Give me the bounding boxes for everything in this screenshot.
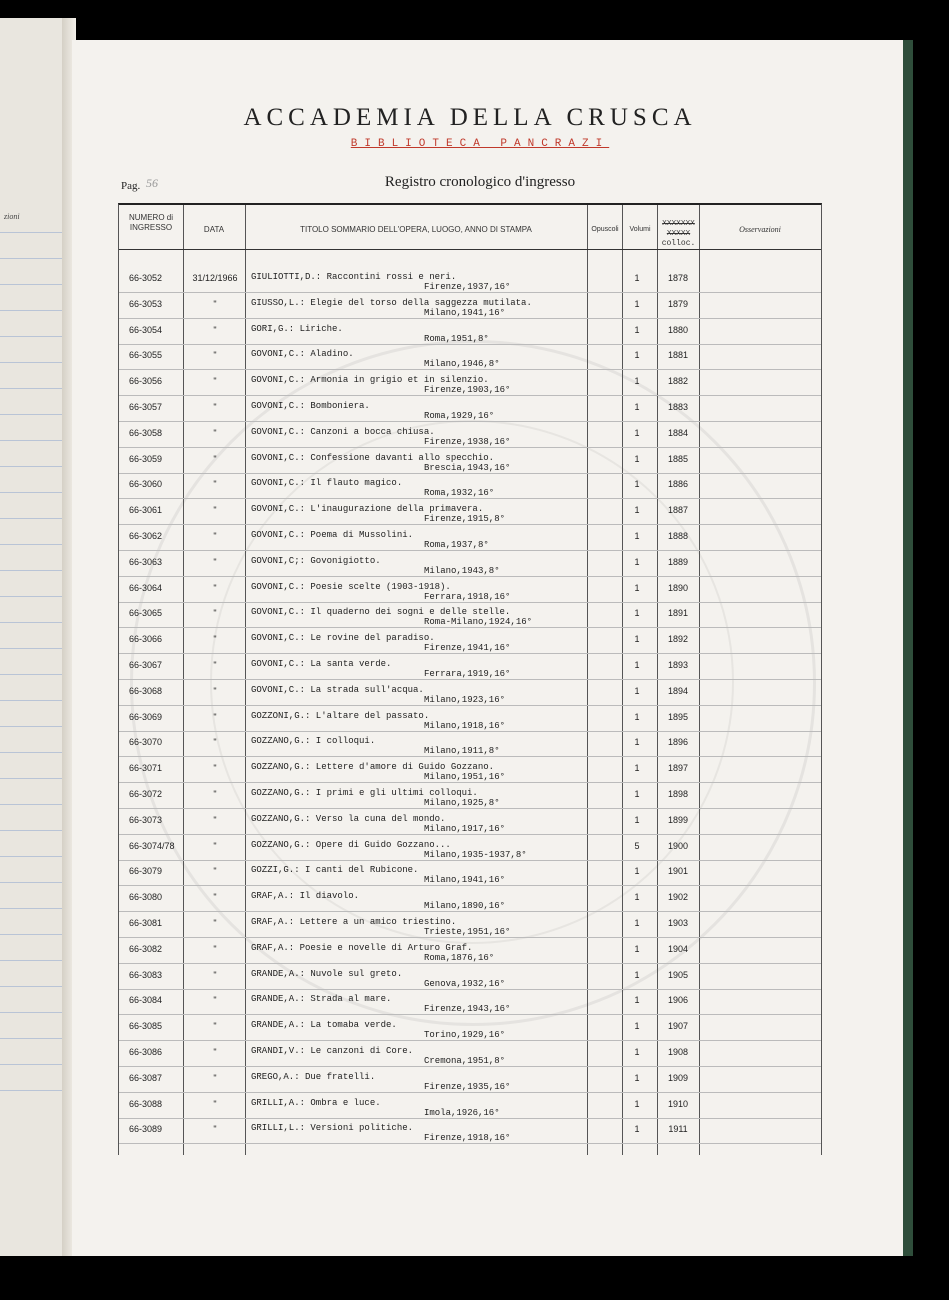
- entry-number: 66-3074/78: [129, 840, 175, 851]
- entry-colloc: 1895: [667, 711, 689, 722]
- entry-place-year: Roma-Milano,1924,16°: [424, 617, 533, 628]
- entry-place-year: Firenze,1941,16°: [424, 643, 511, 654]
- entry-date: ": [213, 1072, 217, 1083]
- entry-date: ": [213, 427, 217, 438]
- library-subtitle: BIBLIOTECA PANCRAZI: [350, 138, 610, 150]
- table-row: [119, 860, 821, 886]
- entry-date: ": [213, 814, 217, 825]
- table-row: [119, 628, 821, 654]
- entry-title: GOVONI,C.: Bomboniera.: [251, 401, 370, 411]
- entry-number: 66-3070: [129, 737, 163, 748]
- entry-volumes: 1: [634, 298, 640, 309]
- page-title: ACCADEMIA DELLA CRUSCA: [243, 104, 697, 131]
- entry-title: GOZZANO,G.: Verso la cuna del mondo.: [251, 813, 446, 824]
- entry-place-year: Imola,1926,16°: [424, 1107, 500, 1118]
- entry-title: GRAF,A.: Poesie e novelle di Arturo Graf.: [251, 942, 473, 953]
- entry-place-year: Ferrara,1919,16°: [424, 669, 511, 679]
- entry-colloc: 1899: [667, 814, 689, 825]
- entry-place-year: Roma,1876,16°: [424, 952, 495, 963]
- table-row: [119, 1093, 821, 1119]
- entry-number: 66-3067: [129, 660, 163, 670]
- entry-title: GREGO,A.: Due fratelli.: [251, 1071, 376, 1082]
- entry-place-year: Milano,1918,16°: [424, 720, 506, 731]
- entry-colloc: 1896: [667, 737, 689, 748]
- entry-place-year: Roma,1929,16°: [424, 411, 495, 421]
- entry-title: GOVONI,C.: Le rovine del paradiso.: [251, 633, 435, 644]
- col-header-numero: NUMERO di INGRESSO: [128, 213, 173, 232]
- entry-date: ": [213, 943, 217, 954]
- entry-place-year: Milano,1890,16°: [424, 901, 506, 912]
- entry-colloc: 1900: [667, 840, 689, 851]
- entry-number: 66-3087: [129, 1072, 163, 1083]
- entry-place-year: Milano,1917,16°: [424, 823, 506, 834]
- entry-volumes: 1: [634, 789, 640, 799]
- entry-date: ": [213, 453, 217, 464]
- entry-date: ": [213, 1021, 217, 1032]
- col-header-volumi: Volumi: [629, 226, 651, 233]
- table-row: [119, 680, 821, 706]
- entry-place-year: Brescia,1943,16°: [424, 462, 511, 473]
- entry-colloc: 1897: [667, 763, 689, 774]
- entry-volumes: 5: [634, 840, 640, 851]
- entry-volumes: 1: [634, 427, 640, 438]
- entry-number: 66-3080: [129, 892, 163, 903]
- table-row: [119, 731, 821, 757]
- entry-volumes: 1: [634, 1072, 640, 1083]
- entry-place-year: Roma,1951,8°: [424, 333, 489, 344]
- table-row: [119, 783, 821, 809]
- table-row: [119, 370, 821, 396]
- table-row: [119, 396, 821, 422]
- entry-place-year: Milano,1925,8°: [424, 798, 500, 808]
- table-row: [119, 267, 821, 293]
- entry-title: GRAF,A.: Lettere a un amico triestino.: [251, 917, 457, 927]
- entry-colloc: 1878: [667, 273, 689, 283]
- entry-place-year: Milano,1951,16°: [424, 772, 506, 783]
- table-row: [119, 964, 821, 990]
- register-table: [118, 203, 822, 1155]
- table-row: [119, 654, 821, 680]
- table-row: [119, 577, 821, 603]
- entry-number: 66-3071: [129, 763, 163, 774]
- entry-volumes: 1: [634, 531, 640, 541]
- entry-volumes: 1: [634, 453, 640, 464]
- table-row: [119, 809, 821, 835]
- entry-date: ": [213, 402, 217, 412]
- entry-title: GRILLI,A.: Ombra e luce.: [251, 1097, 381, 1108]
- entry-number: 66-3069: [129, 711, 163, 722]
- table-row: [119, 602, 821, 628]
- entry-title: GOZZANO,G.: I primi e gli ultimi colloqui.: [251, 788, 478, 798]
- entry-date: ": [213, 582, 217, 593]
- entry-volumes: 1: [634, 582, 640, 593]
- col-header-data: DATA: [203, 225, 225, 234]
- entry-place-year: Milano,1923,16°: [424, 694, 506, 705]
- entry-number: 66-3082: [129, 943, 163, 954]
- entry-title: GOVONI,C.: Aladino.: [251, 349, 354, 360]
- entry-number: 66-3057: [129, 402, 163, 412]
- entry-volumes: 1: [634, 556, 640, 567]
- entry-colloc: 1889: [667, 556, 689, 567]
- left-page-edge-label: zioni: [4, 212, 20, 221]
- entry-volumes: 1: [634, 1021, 640, 1032]
- entry-colloc: 1907: [667, 1021, 689, 1032]
- entry-place-year: Firenze,1935,16°: [424, 1081, 511, 1092]
- table-row: [119, 912, 821, 938]
- entry-colloc: 1879: [667, 298, 689, 309]
- entry-volumes: 1: [634, 608, 640, 619]
- entry-volumes: 1: [634, 350, 640, 361]
- entry-place-year: Torino,1929,16°: [424, 1030, 506, 1041]
- entry-volumes: 1: [634, 402, 640, 412]
- entry-title: GRANDI,V.: Le canzoni di Core.: [251, 1046, 414, 1056]
- entry-title: GIULIOTTI,D.: Raccontini rossi e neri.: [251, 272, 457, 282]
- col-header-osservazioni: Osservazioni: [739, 225, 781, 234]
- entry-title: GOZZANO,G.: Lettere d'amore di Guido Gozzano.: [251, 762, 495, 773]
- entry-date: ": [213, 763, 217, 774]
- entry-date: ": [213, 298, 217, 309]
- entry-volumes: 1: [634, 1047, 640, 1057]
- entry-title: GIUSSO,L.: Elegie del torso della saggezza mutilata.: [251, 297, 532, 308]
- entry-date: ": [213, 711, 217, 722]
- entry-colloc: 1910: [667, 1098, 689, 1109]
- entry-number: 66-3058: [129, 427, 163, 438]
- entry-title: GOVONI,C.: Confessione davanti allo specchio.: [251, 452, 495, 463]
- entry-number: 66-3083: [129, 969, 163, 980]
- entry-date: ": [213, 1047, 217, 1057]
- register-title: Registro cronologico d'ingresso: [384, 174, 576, 190]
- entry-colloc: 1883: [667, 402, 689, 412]
- entry-place-year: Milano,1941,16°: [424, 307, 506, 318]
- entry-colloc: 1880: [667, 324, 689, 335]
- entry-number: 66-3081: [129, 918, 163, 928]
- entry-number: 66-3060: [129, 479, 163, 490]
- entry-colloc: 1894: [667, 685, 689, 696]
- table-row: [119, 757, 821, 783]
- entry-date: ": [213, 479, 217, 490]
- entry-number: 66-3054: [129, 324, 163, 335]
- entry-date: ": [213, 505, 217, 516]
- entry-date: ": [213, 1098, 217, 1109]
- entry-volumes: 1: [634, 866, 640, 877]
- entry-number: 66-3055: [129, 350, 163, 361]
- entry-colloc: 1905: [667, 969, 689, 980]
- entry-title: GOVONI,C.: Il quaderno dei sogni e delle stelle.: [251, 607, 511, 618]
- entry-colloc: 1891: [667, 608, 689, 619]
- table-row: [119, 344, 821, 370]
- entry-title: GOZZANO,G.: I colloqui.: [251, 736, 376, 747]
- entry-title: GRANDE,A.: Strada al mare.: [251, 994, 392, 1005]
- entry-number: 66-3085: [129, 1021, 163, 1032]
- entry-date: ": [213, 892, 217, 903]
- entry-date: ": [213, 866, 217, 877]
- entry-colloc: 1901: [667, 866, 689, 877]
- entry-title: GOZZONI,G.: L'altare del passato.: [251, 710, 430, 721]
- entry-colloc: 1906: [667, 995, 689, 1006]
- entry-place-year: Firenze,1918,16°: [424, 1133, 511, 1144]
- entry-date: ": [213, 531, 217, 541]
- entry-number: 66-3062: [129, 531, 163, 541]
- page-number: 56: [146, 176, 158, 190]
- table-row: [119, 551, 821, 577]
- entry-title: GOVONI,C.: La strada sull'acqua.: [251, 684, 424, 695]
- entry-date: ": [213, 660, 217, 670]
- table-row: [119, 1118, 821, 1144]
- entry-volumes: 1: [634, 814, 640, 825]
- entry-title: GOVONI,C.: Canzoni a bocca chiusa.: [251, 426, 435, 437]
- entry-date: ": [213, 969, 217, 980]
- table-row: [119, 319, 821, 345]
- entry-colloc: 1886: [667, 479, 689, 490]
- entry-volumes: 1: [634, 737, 640, 748]
- entry-volumes: 1: [634, 479, 640, 490]
- entry-number: 66-3052: [129, 273, 163, 283]
- entry-date: ": [213, 995, 217, 1006]
- entry-volumes: 1: [634, 660, 640, 670]
- entry-volumes: 1: [634, 273, 640, 283]
- entry-colloc: 1904: [667, 943, 689, 954]
- table-row: [119, 1015, 821, 1041]
- entry-place-year: Ferrara,1918,16°: [424, 591, 511, 602]
- entry-title: GORI,G.: Liriche.: [251, 323, 343, 334]
- entry-place-year: Roma,1937,8°: [424, 540, 489, 550]
- entry-number: 66-3059: [129, 453, 163, 464]
- entry-title: GRILLI,L.: Versioni politiche.: [251, 1123, 414, 1134]
- entry-volumes: 1: [634, 324, 640, 335]
- entry-colloc: 1884: [667, 427, 689, 438]
- entry-place-year: Milano,1911,8°: [424, 746, 500, 757]
- table-row: [119, 1041, 821, 1067]
- table-row: [119, 293, 821, 319]
- entry-number: 66-3086: [129, 1047, 163, 1057]
- entry-number: 66-3079: [129, 866, 163, 877]
- entry-place-year: Milano,1935-1937,8°: [424, 849, 527, 860]
- entry-colloc: 1888: [667, 531, 689, 541]
- entry-date: ": [213, 918, 217, 928]
- entry-volumes: 1: [634, 892, 640, 903]
- col-header-struck: XXXXXXX XXXXX: [662, 220, 695, 237]
- entry-place-year: Firenze,1915,8°: [424, 514, 506, 525]
- entry-date: ": [213, 556, 217, 567]
- entry-colloc: 1882: [667, 376, 689, 387]
- cover-edge: [903, 40, 913, 1256]
- entry-place-year: Milano,1941,16°: [424, 875, 506, 886]
- entry-colloc: 1908: [667, 1047, 689, 1057]
- entry-date: 31/12/1966: [192, 273, 238, 283]
- entry-title: GOVONI,C.: Armonia in grigio et in silenzio.: [251, 375, 489, 386]
- entry-colloc: 1885: [667, 453, 689, 464]
- entry-volumes: 1: [634, 969, 640, 980]
- entry-number: 66-3065: [129, 608, 163, 619]
- entry-title: GOVONI,C.: L'inaugurazione della primavera.: [251, 504, 484, 515]
- entry-date: ": [213, 376, 217, 387]
- entry-place-year: Milano,1943,8°: [424, 565, 500, 576]
- entry-number: 66-3064: [129, 582, 163, 593]
- page-label: Pag.: [121, 180, 141, 192]
- entry-place-year: Milano,1946,8°: [424, 359, 500, 370]
- entry-colloc: 1893: [667, 660, 689, 670]
- entry-volumes: 1: [634, 918, 640, 928]
- table-row: [119, 473, 821, 499]
- entry-place-year: Firenze,1938,16°: [424, 436, 511, 447]
- entry-date: ": [213, 840, 217, 851]
- table-row: [119, 835, 821, 861]
- entry-title: GOVONI,C;: Govonigiotto.: [251, 555, 381, 566]
- entry-title: GOZZI,G.: I canti del Rubicone.: [251, 865, 419, 876]
- entry-title: GRAF,A.: Il diavolo.: [251, 891, 360, 902]
- entry-date: ": [213, 685, 217, 696]
- entry-place-year: Firenze,1903,16°: [424, 385, 511, 396]
- col-header-titolo: TITOLO SOMMARIO DELL'OPERA, LUOGO, ANNO DI STAMPA: [300, 225, 532, 234]
- entry-number: 66-3072: [129, 789, 163, 799]
- table-row: [119, 499, 821, 525]
- row-rule: [119, 1143, 821, 1144]
- entry-number: 66-3068: [129, 685, 163, 696]
- entry-place-year: Firenze,1937,16°: [424, 282, 511, 292]
- entry-colloc: 1902: [667, 892, 689, 903]
- entry-number: 66-3053: [129, 298, 163, 309]
- entry-volumes: 1: [634, 1098, 640, 1109]
- entry-number: 66-3063: [129, 556, 163, 567]
- entry-date: ": [213, 634, 217, 645]
- entry-title: GOVONI,C.: Poema di Mussolini.: [251, 530, 414, 540]
- entry-colloc: 1890: [667, 582, 689, 593]
- table-row: [119, 448, 821, 474]
- table-row: [119, 938, 821, 964]
- entry-volumes: 1: [634, 376, 640, 387]
- entry-title: GOZZANO,G.: Opere di Guido Gozzano...: [251, 839, 451, 850]
- entry-volumes: 1: [634, 685, 640, 696]
- entry-volumes: 1: [634, 1124, 640, 1135]
- entry-number: 66-3088: [129, 1098, 163, 1109]
- table-row: [119, 1067, 821, 1093]
- entry-place-year: Roma,1932,16°: [424, 488, 495, 499]
- table-row: [119, 525, 821, 551]
- header-rule: [119, 249, 821, 250]
- table-row: [119, 886, 821, 912]
- entry-colloc: 1898: [667, 789, 689, 799]
- entry-place-year: Cremona,1951,8°: [424, 1056, 506, 1066]
- entry-number: 66-3056: [129, 376, 163, 387]
- entry-date: ": [213, 324, 217, 335]
- entry-colloc: 1909: [667, 1072, 689, 1083]
- entry-number: 66-3089: [129, 1124, 163, 1135]
- entry-date: ": [213, 737, 217, 748]
- entry-title: GRANDE,A.: Nuvole sul greto.: [251, 968, 403, 979]
- entry-place-year: Genova,1932,16°: [424, 978, 506, 989]
- entry-colloc: 1903: [667, 918, 689, 928]
- entry-date: ": [213, 608, 217, 619]
- entry-volumes: 1: [634, 943, 640, 954]
- entry-title: GOVONI,C.: Poesie scelte (1903-1918).: [251, 581, 451, 592]
- entry-number: 66-3066: [129, 634, 163, 645]
- entry-place-year: Trieste,1951,16°: [424, 927, 511, 937]
- entry-title: GOVONI,C.: La santa verde.: [251, 659, 392, 669]
- table-row: [119, 989, 821, 1015]
- entry-colloc: 1892: [667, 634, 689, 645]
- entry-date: ": [213, 1124, 217, 1135]
- table-row: [119, 706, 821, 732]
- col-header-opuscoli: Opuscoli: [591, 226, 619, 233]
- entry-date: ": [213, 350, 217, 361]
- entry-number: 66-3073: [129, 814, 163, 825]
- entry-title: GOVONI,C.: Il flauto magico.: [251, 478, 403, 489]
- col-header-colloc: colloc.: [661, 239, 696, 248]
- entry-colloc: 1881: [667, 350, 689, 361]
- entry-title: GRANDE,A.: La tomaba verde.: [251, 1020, 397, 1031]
- entry-volumes: 1: [634, 634, 640, 645]
- entry-colloc: 1911: [668, 1124, 688, 1135]
- table-row: [119, 422, 821, 448]
- entry-volumes: 1: [634, 995, 640, 1006]
- entry-colloc: 1887: [667, 505, 689, 516]
- entry-volumes: 1: [634, 763, 640, 774]
- entry-date: ": [213, 789, 217, 799]
- entry-volumes: 1: [634, 505, 640, 516]
- entry-volumes: 1: [634, 711, 640, 722]
- entry-number: 66-3084: [129, 995, 163, 1006]
- entry-number: 66-3061: [129, 505, 163, 516]
- entry-place-year: Firenze,1943,16°: [424, 1004, 511, 1015]
